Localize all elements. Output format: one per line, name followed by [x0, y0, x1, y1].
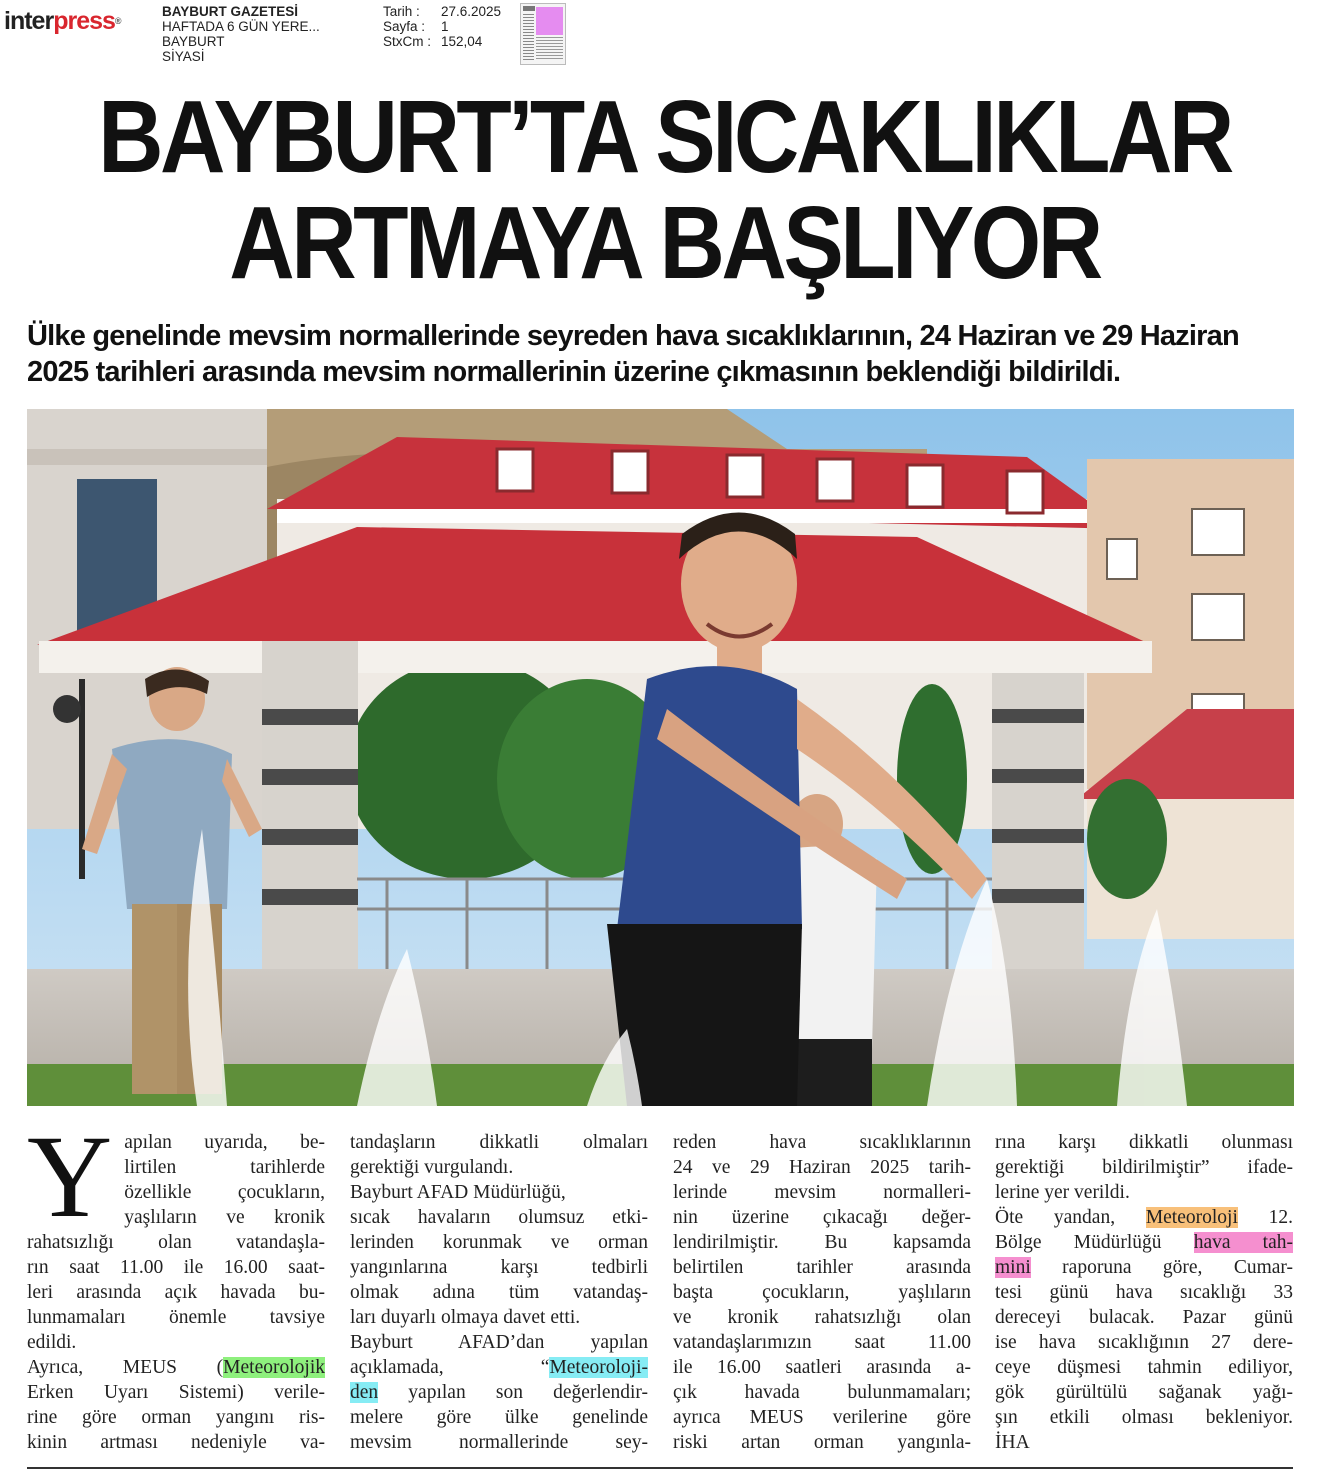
body-column-3 — [673, 1130, 971, 1455]
c1-line: lirtilen tarihlerde — [124, 1157, 325, 1178]
c2-line — [350, 1380, 648, 1405]
publication-city: BAYBURT — [162, 34, 225, 49]
article-photo — [27, 409, 1294, 1106]
c4-line — [995, 1205, 1293, 1230]
photo-illustration — [27, 409, 1294, 1106]
highlight-meteoroloji-orange: Meteoroloji — [1145, 1207, 1238, 1228]
article-subheadline — [27, 318, 1293, 390]
c3-line: ayrıca MEUS verilerine göre — [673, 1407, 971, 1428]
c2-line: melere göre ülke genelinde — [350, 1407, 648, 1428]
body-column-1 — [27, 1111, 325, 1455]
date-row — [383, 4, 501, 19]
c4-line: dereceyi bulacak. Pazar günü — [995, 1307, 1293, 1328]
c4-line — [995, 1230, 1293, 1255]
c2-line: lerinden korunmak ve orman — [350, 1232, 648, 1253]
c2-line — [350, 1355, 648, 1380]
thumbnail-text-block — [536, 37, 563, 61]
street-lamp-head — [53, 695, 81, 723]
c4-line-text: raporuna göre, Cumar- — [1030, 1257, 1293, 1278]
thumbnail-masthead — [523, 6, 535, 11]
drop-cap: Y — [27, 1111, 113, 1242]
interpress-logo — [4, 8, 121, 34]
c4-line: lerine yer verildi. — [995, 1182, 1130, 1203]
c4-line: İHA — [995, 1432, 1030, 1453]
article-headline — [80, 79, 1250, 300]
c2-line: yangınlarına karşı tedbirli — [350, 1257, 648, 1278]
date-value: 27.6.2025 — [441, 4, 502, 19]
publication-name: BAYBURT GAZETESİ — [162, 4, 299, 19]
c2-line: gerektiği vurgulandı. — [350, 1157, 514, 1178]
c2-line: ları duyarlı olmaya davet etti. — [350, 1307, 581, 1328]
c4-line: gök gürültülü sağanak yağı- — [995, 1382, 1293, 1403]
c1-line: Erken Uyarı Sistemi) verile- — [27, 1382, 325, 1403]
headline-line-1: BAYBURT’TA SICAKLIKLAR — [98, 79, 1231, 194]
c2-line: olmak adına tüm vatandaş- — [350, 1282, 648, 1303]
highlight-mini: mini — [995, 1257, 1031, 1278]
c2-line-text: açıklamada, “ — [350, 1357, 550, 1378]
c4-line: tesi günü hava sıcaklığı 33 — [995, 1282, 1293, 1303]
hotel-eave — [277, 509, 1127, 523]
registered-mark: ® — [114, 16, 121, 26]
c1-line: rine göre orman yangını ris- — [27, 1407, 325, 1428]
date-label: Tarih : — [383, 4, 420, 19]
c3-line: riski artan orman yangınla- — [673, 1432, 971, 1453]
c3-line: 24 ve 29 Haziran 2025 tarih- — [673, 1157, 971, 1178]
c3-line: ile 16.00 saatleri arasında a- — [673, 1357, 971, 1378]
c1-line: edildi. — [27, 1332, 77, 1353]
c3-line: nin üzerine çıkacağı değer- — [673, 1207, 971, 1228]
logo-part-press: press — [53, 7, 115, 35]
size-row — [383, 34, 501, 49]
c4-line-text: Bölge Müdürlüğü — [995, 1232, 1194, 1253]
c1-line: lunmamaları önemle tavsiye — [27, 1307, 325, 1328]
c1-line: leri arasında açık havada bu- — [27, 1282, 325, 1303]
c2-line: tandaşların dikkatli olmaları — [350, 1132, 648, 1153]
size-value: 152,04 — [441, 34, 483, 49]
c2-line: mevsim normallerinde sey- — [350, 1432, 648, 1453]
page-row — [383, 19, 501, 34]
c3-line: lendirilmiştir. Bu kapsamda — [673, 1232, 971, 1253]
publication-category: SİYASİ — [162, 49, 205, 64]
body-column-2 — [350, 1130, 648, 1455]
c4-line: ceye düşmesi tahmin ediliyor, — [995, 1357, 1293, 1378]
c2-line: Bayburt AFAD Müdürlüğü, — [350, 1182, 566, 1203]
thumbnail-text-column — [523, 14, 534, 60]
c4-line: gerektiği bildirilmiştir” ifade- — [995, 1157, 1293, 1178]
page-label: Sayfa : — [383, 19, 426, 34]
c1-line: rahatsızlığı olan vatandaşla- — [27, 1232, 325, 1253]
c4-line: rına karşı dikkatli olunması — [995, 1132, 1293, 1153]
size-label: StxCm : — [383, 34, 432, 49]
c3-line: lerinde mevsim normalleri- — [673, 1182, 971, 1203]
c1-line: özellikle çocukların, — [124, 1182, 325, 1203]
thumbnail-highlight-block — [536, 7, 563, 35]
article-body — [27, 1111, 1293, 1453]
c1-line: rın saat 11.00 ile 16.00 saat- — [27, 1257, 325, 1278]
subhead-line-1: Ülke genelinde mevsim normallerinde seyreden hava sıcaklıklarının, 24 Haziran ve 29 Haziran — [27, 320, 1239, 352]
c4-line-text: Öte yandan, — [995, 1207, 1146, 1228]
logo-part-inter: inter — [4, 7, 54, 35]
highlight-meteoroloji: Meteoroloji- — [549, 1357, 648, 1378]
page-thumbnail[interactable] — [520, 3, 566, 65]
c1-line: apılan uyarıda, be- — [124, 1132, 325, 1153]
c4-line — [995, 1255, 1293, 1280]
c2-line: sıcak havaların olumsuz etki- — [350, 1207, 648, 1228]
tree-far-right — [1087, 779, 1167, 899]
highlight-meteorolojik: Meteorolojik — [223, 1357, 325, 1378]
c1-line-text: Ayrıca, MEUS ( — [27, 1357, 224, 1378]
c4-line: ise hava sıcaklığının 27 dere- — [995, 1332, 1293, 1353]
pavilion-eave — [39, 641, 1152, 673]
bottom-divider — [27, 1467, 1293, 1469]
c1-line: yaşlıların ve kronik — [124, 1207, 325, 1228]
clipping-details — [383, 4, 501, 49]
highlight-hava-tahmini: hava tah- — [1193, 1232, 1293, 1253]
c1-line — [27, 1355, 325, 1380]
c3-line: vatandaşlarımızın saat 11.00 — [673, 1332, 971, 1353]
publication-frequency: HAFTADA 6 GÜN YERE... — [162, 19, 320, 34]
c3-line: belirtilen tarihler arasında — [673, 1257, 971, 1278]
c2-line: Bayburt AFAD’dan yapılan — [350, 1332, 648, 1353]
c1-line: kinin artması nedeniyle va- — [27, 1432, 325, 1453]
c4-line: şın etkili olması bekleniyor. — [995, 1407, 1293, 1428]
c4-line-text: 12. — [1237, 1207, 1293, 1228]
subhead-line-2: 2025 tarihleri arasında mevsim normallerinin üzerine çıkmasının beklendiği bildirildi. — [27, 356, 1121, 388]
c3-line: reden hava sıcaklıklarının — [673, 1132, 971, 1153]
left-building-stripe — [27, 449, 267, 465]
publication-info — [162, 4, 320, 64]
highlight-den: den — [350, 1382, 379, 1403]
headline-line-2: ARTMAYA BAŞLIYOR — [229, 185, 1100, 300]
c3-line: ve kronik rahatsızlığı olan — [673, 1307, 971, 1328]
body-column-4 — [995, 1130, 1293, 1455]
c3-line: başta çocukların, yaşlıların — [673, 1282, 971, 1303]
c3-line: çık havada bulunmamaları; — [673, 1382, 971, 1403]
page-value: 1 — [441, 19, 449, 34]
c2-line-text: yapılan son değerlendir- — [378, 1382, 648, 1403]
